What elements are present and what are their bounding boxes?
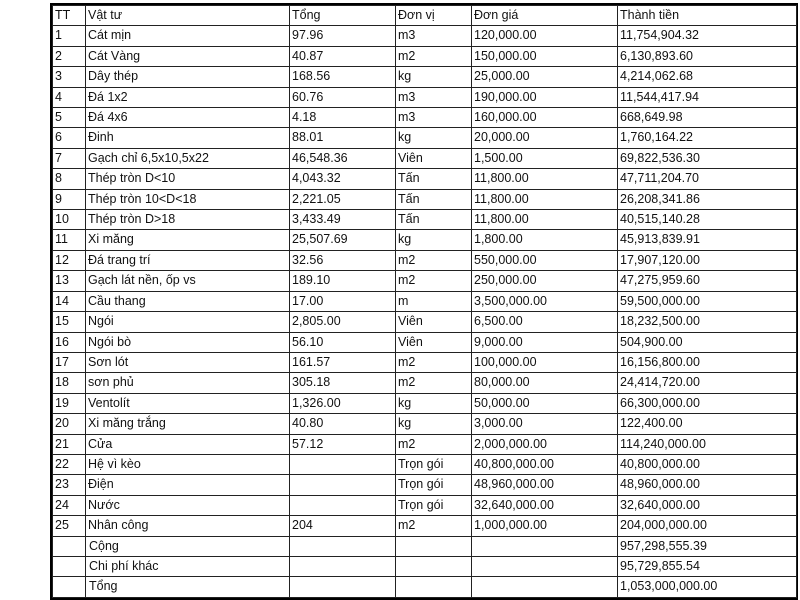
cell-tt: 25 (53, 516, 86, 536)
summary-row (53, 577, 797, 597)
cell-amount: 47,711,204.70 (618, 169, 797, 189)
cell-material: Ngói bò (86, 332, 290, 352)
cell-amount: 4,214,062.68 (618, 67, 797, 87)
cell-tt: 11 (53, 230, 86, 250)
cell-amount: 668,649.98 (618, 108, 797, 128)
cell-tt: 13 (53, 271, 86, 291)
header-quantity: Tổng (290, 6, 396, 26)
cell-amount: 45,913,839.91 (618, 230, 797, 250)
cell-quantity: 4,043.32 (290, 169, 396, 189)
cell-material: Nước (86, 495, 290, 515)
cell-unit-empty (396, 556, 472, 576)
table-row (53, 291, 797, 311)
cell-quantity: 40.80 (290, 414, 396, 434)
cell-unit-price: 2,000,000.00 (472, 434, 618, 454)
cell-amount: 122,400.00 (618, 414, 797, 434)
cell-quantity: 3,433.49 (290, 210, 396, 230)
cell-tt-empty (53, 577, 86, 597)
cell-unit-price: 11,800.00 (472, 169, 618, 189)
summary-amount: 1,053,000,000.00 (618, 577, 797, 597)
summary-label: Cộng (86, 536, 290, 556)
cell-amount: 204,000,000.00 (618, 516, 797, 536)
cell-material: Cầu thang (86, 291, 290, 311)
summary-amount: 95,729,855.54 (618, 556, 797, 576)
cell-unit: m3 (396, 26, 472, 46)
cell-tt: 4 (53, 87, 86, 107)
cell-unit: m2 (396, 352, 472, 372)
summary-row (53, 536, 797, 556)
cell-unit: m3 (396, 87, 472, 107)
summary-label: Chi phí khác (86, 556, 290, 576)
cell-amount: 48,960,000.00 (618, 475, 797, 495)
cell-quantity: 2,221.05 (290, 189, 396, 209)
cell-unit-empty (396, 536, 472, 556)
cell-unit: kg (396, 67, 472, 87)
cell-quantity: 56.10 (290, 332, 396, 352)
cell-amount: 66,300,000.00 (618, 393, 797, 413)
cell-tt: 15 (53, 312, 86, 332)
table-row (53, 210, 797, 230)
cell-material: Đá 4x6 (86, 108, 290, 128)
cell-quantity: 189.10 (290, 271, 396, 291)
cell-tt: 9 (53, 189, 86, 209)
table-row (53, 393, 797, 413)
cell-material: Đá 1x2 (86, 87, 290, 107)
cell-amount: 26,208,341.86 (618, 189, 797, 209)
table-row (53, 169, 797, 189)
cell-quantity (290, 454, 396, 474)
cell-tt: 14 (53, 291, 86, 311)
cell-unit-price: 160,000.00 (472, 108, 618, 128)
cell-quantity: 17.00 (290, 291, 396, 311)
table-row (53, 128, 797, 148)
cell-material: Gạch lát nền, ốp vs (86, 271, 290, 291)
table-row (53, 332, 797, 352)
table-row (53, 271, 797, 291)
cell-material: Thép tròn 10<D<18 (86, 189, 290, 209)
cell-unit-price: 550,000.00 (472, 250, 618, 270)
header-tt: TT (53, 6, 86, 26)
cell-unit-price-empty (472, 577, 618, 597)
cell-unit: kg (396, 393, 472, 413)
cell-quantity: 32.56 (290, 250, 396, 270)
materials-sheet (50, 3, 798, 600)
cell-unit: Viên (396, 148, 472, 168)
cell-quantity: 60.76 (290, 87, 396, 107)
header-unit-price: Đơn giá (472, 6, 618, 26)
cell-unit-price: 1,500.00 (472, 148, 618, 168)
cell-unit: Viên (396, 332, 472, 352)
cell-unit: kg (396, 230, 472, 250)
cell-unit: Viên (396, 312, 472, 332)
cell-unit: Tấn (396, 210, 472, 230)
cell-quantity: 46,548.36 (290, 148, 396, 168)
cell-material: Thép tròn D>18 (86, 210, 290, 230)
cell-material: Ngói (86, 312, 290, 332)
cell-amount: 17,907,120.00 (618, 250, 797, 270)
table-row (53, 87, 797, 107)
cell-unit-price: 25,000.00 (472, 67, 618, 87)
header-material: Vật tư (86, 6, 290, 26)
cell-quantity: 1,326.00 (290, 393, 396, 413)
table-row (53, 352, 797, 372)
cell-tt: 3 (53, 67, 86, 87)
cell-amount: 32,640,000.00 (618, 495, 797, 515)
cell-tt: 16 (53, 332, 86, 352)
cell-unit: Tấn (396, 189, 472, 209)
cell-unit-price: 11,800.00 (472, 189, 618, 209)
cell-amount: 59,500,000.00 (618, 291, 797, 311)
cell-unit-empty (396, 577, 472, 597)
table-row (53, 516, 797, 536)
cell-unit-price: 190,000.00 (472, 87, 618, 107)
cell-amount: 24,414,720.00 (618, 373, 797, 393)
cell-quantity: 4.18 (290, 108, 396, 128)
table-row (53, 250, 797, 270)
cell-tt-empty (53, 536, 86, 556)
cell-material: Xi măng trắng (86, 414, 290, 434)
cell-material: Cát Vàng (86, 46, 290, 66)
cell-unit-price: 3,000.00 (472, 414, 618, 434)
cell-amount: 11,544,417.94 (618, 87, 797, 107)
cell-tt: 12 (53, 250, 86, 270)
header-unit: Đơn vị (396, 6, 472, 26)
cell-unit-price: 20,000.00 (472, 128, 618, 148)
table-body (53, 26, 797, 597)
cell-tt: 24 (53, 495, 86, 515)
table-row (53, 67, 797, 87)
cell-quantity: 168.56 (290, 67, 396, 87)
cell-unit-price: 250,000.00 (472, 271, 618, 291)
cell-quantity: 88.01 (290, 128, 396, 148)
cell-unit: m2 (396, 46, 472, 66)
cell-unit-price: 32,640,000.00 (472, 495, 618, 515)
cell-unit-price: 11,800.00 (472, 210, 618, 230)
cell-unit-price: 9,000.00 (472, 332, 618, 352)
table-row (53, 434, 797, 454)
table-row (53, 108, 797, 128)
cell-amount: 114,240,000.00 (618, 434, 797, 454)
cell-unit-price-empty (472, 556, 618, 576)
cell-amount: 504,900.00 (618, 332, 797, 352)
cell-tt: 1 (53, 26, 86, 46)
cell-unit-price: 40,800,000.00 (472, 454, 618, 474)
summary-row (53, 556, 797, 576)
cell-unit-price: 50,000.00 (472, 393, 618, 413)
cell-tt: 23 (53, 475, 86, 495)
cell-amount: 11,754,904.32 (618, 26, 797, 46)
cell-unit: m (396, 291, 472, 311)
cell-unit-price: 6,500.00 (472, 312, 618, 332)
cell-quantity: 305.18 (290, 373, 396, 393)
cell-amount: 40,515,140.28 (618, 210, 797, 230)
cell-quantity (290, 495, 396, 515)
summary-amount: 957,298,555.39 (618, 536, 797, 556)
cell-unit-price: 1,800.00 (472, 230, 618, 250)
cell-unit: m2 (396, 516, 472, 536)
cell-amount: 47,275,959.60 (618, 271, 797, 291)
cell-quantity: 25,507.69 (290, 230, 396, 250)
materials-table (52, 5, 797, 598)
cell-unit: Trọn gói (396, 495, 472, 515)
table-row (53, 46, 797, 66)
cell-unit: Trọn gói (396, 454, 472, 474)
cell-tt: 22 (53, 454, 86, 474)
cell-material: Xi măng (86, 230, 290, 250)
cell-quantity-empty (290, 556, 396, 576)
table-row (53, 495, 797, 515)
cell-amount: 1,760,164.22 (618, 128, 797, 148)
cell-quantity: 97.96 (290, 26, 396, 46)
cell-quantity: 57.12 (290, 434, 396, 454)
cell-quantity: 40.87 (290, 46, 396, 66)
cell-material: Gạch chỉ 6,5x10,5x22 (86, 148, 290, 168)
cell-unit-price: 120,000.00 (472, 26, 618, 46)
cell-quantity-empty (290, 536, 396, 556)
cell-unit: m2 (396, 250, 472, 270)
cell-amount: 6,130,893.60 (618, 46, 797, 66)
cell-tt: 17 (53, 352, 86, 372)
cell-unit-price: 1,000,000.00 (472, 516, 618, 536)
cell-tt: 5 (53, 108, 86, 128)
cell-material: Điện (86, 475, 290, 495)
table-row (53, 26, 797, 46)
cell-unit-price: 150,000.00 (472, 46, 618, 66)
header-amount: Thành tiền (618, 6, 797, 26)
table-row (53, 373, 797, 393)
cell-unit: kg (396, 128, 472, 148)
cell-material: Thép tròn D<10 (86, 169, 290, 189)
cell-unit: m2 (396, 271, 472, 291)
cell-tt: 10 (53, 210, 86, 230)
table-row (53, 230, 797, 250)
summary-label: Tổng (86, 577, 290, 597)
table-row (53, 475, 797, 495)
cell-material: Sơn lót (86, 352, 290, 372)
cell-unit-price: 80,000.00 (472, 373, 618, 393)
table-row (53, 148, 797, 168)
table-row (53, 312, 797, 332)
cell-unit-price-empty (472, 536, 618, 556)
cell-material: sơn phủ (86, 373, 290, 393)
cell-unit: m2 (396, 373, 472, 393)
table-row (53, 189, 797, 209)
cell-unit: Trọn gói (396, 475, 472, 495)
cell-quantity: 2,805.00 (290, 312, 396, 332)
cell-quantity: 204 (290, 516, 396, 536)
cell-tt: 20 (53, 414, 86, 434)
cell-material: Cát mịn (86, 26, 290, 46)
table-row (53, 454, 797, 474)
cell-tt: 7 (53, 148, 86, 168)
cell-material: Cửa (86, 434, 290, 454)
cell-amount: 69,822,536.30 (618, 148, 797, 168)
cell-unit: kg (396, 414, 472, 434)
cell-material: Hệ vì kèo (86, 454, 290, 474)
cell-amount: 18,232,500.00 (618, 312, 797, 332)
cell-unit-price: 48,960,000.00 (472, 475, 618, 495)
cell-material: Đá trang trí (86, 250, 290, 270)
cell-quantity (290, 475, 396, 495)
cell-unit-price: 3,500,000.00 (472, 291, 618, 311)
cell-unit: m2 (396, 434, 472, 454)
cell-amount: 40,800,000.00 (618, 454, 797, 474)
cell-amount: 16,156,800.00 (618, 352, 797, 372)
cell-unit: m3 (396, 108, 472, 128)
cell-tt: 21 (53, 434, 86, 454)
cell-tt-empty (53, 556, 86, 576)
cell-tt: 2 (53, 46, 86, 66)
table-row (53, 414, 797, 434)
table-header-row (53, 6, 797, 26)
cell-tt: 8 (53, 169, 86, 189)
cell-tt: 6 (53, 128, 86, 148)
cell-material: Ventolít (86, 393, 290, 413)
cell-material: Dây thép (86, 67, 290, 87)
cell-tt: 19 (53, 393, 86, 413)
cell-quantity: 161.57 (290, 352, 396, 372)
cell-unit: Tấn (396, 169, 472, 189)
cell-tt: 18 (53, 373, 86, 393)
cell-quantity-empty (290, 577, 396, 597)
cell-material: Đinh (86, 128, 290, 148)
cell-material: Nhân công (86, 516, 290, 536)
cell-unit-price: 100,000.00 (472, 352, 618, 372)
